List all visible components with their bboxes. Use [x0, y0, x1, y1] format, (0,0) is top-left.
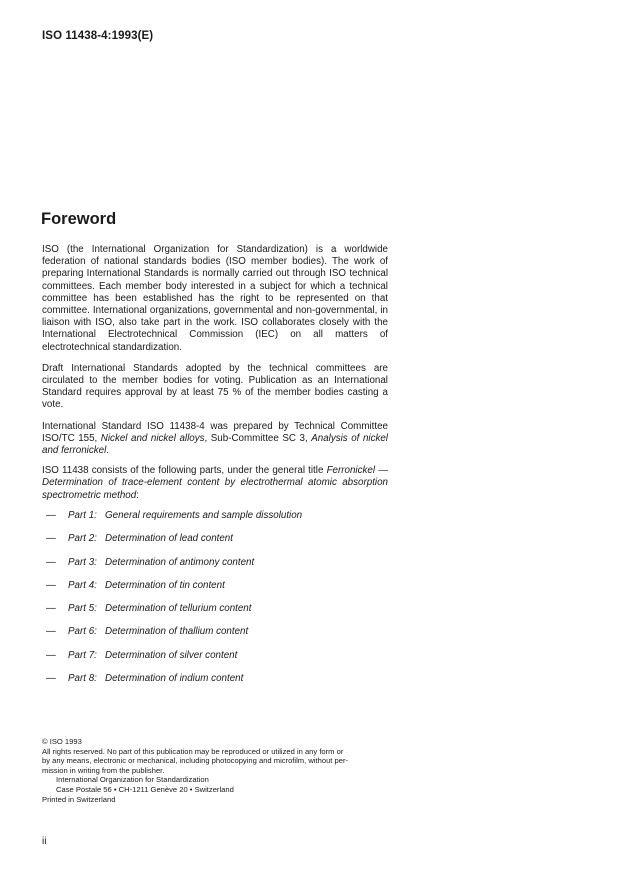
list-dash: —: [46, 556, 56, 568]
part-title: Determination of tellurium content: [105, 603, 252, 615]
part-label: Part 8:: [68, 673, 97, 685]
para3-text-e: .: [106, 445, 109, 457]
foreword-body: [42, 244, 388, 511]
list-item: [46, 533, 302, 556]
part-title: Determination of indium content: [105, 673, 244, 685]
list-dash: —: [46, 673, 56, 685]
part-title: Determination of lead content: [105, 533, 233, 545]
list-item: [46, 626, 302, 649]
list-item: [46, 673, 302, 696]
part-title: General requirements and sample dissolution: [105, 510, 303, 521]
list-item: [46, 557, 302, 580]
paragraph-parts-intro: [42, 465, 388, 502]
list-item: [46, 510, 302, 533]
part-label: Part 1:: [68, 510, 97, 521]
part-label: Part 3:: [68, 556, 97, 568]
list-item: [46, 580, 302, 603]
para4-text-c: :: [136, 489, 139, 501]
printed-in: Printed in Switzerland: [42, 794, 116, 804]
para3-text-c: , Sub-Committee SC 3,: [204, 432, 312, 444]
part-label: Part 5:: [68, 603, 97, 615]
list-dash: —: [46, 579, 56, 591]
part-label: Part 6:: [68, 626, 97, 638]
part-label: Part 2:: [68, 533, 97, 545]
subcommittee-title: Analysis of nickel and ferronickel: [42, 432, 388, 457]
organization-address: Case Postale 56 • CH-1211 Genève 20 • Switzerland: [56, 784, 234, 794]
copyright-block: [42, 737, 390, 804]
page-title: Foreword: [41, 210, 117, 228]
list-item: [46, 603, 302, 626]
organization-name: International Organization for Standardization: [56, 775, 209, 785]
part-title: Determination of silver content: [105, 649, 238, 661]
rights-line: mission in writing from the publisher.: [42, 765, 165, 775]
paragraph-draft-standards: Draft International Standards adopted by the technical committees are circulated to the member bodies for voting. Publication as an International Standard requires approval by at least 75 % of the member bodies casting a vote.: [42, 362, 388, 411]
rights-line: by any means, electronic or mechanical, including photocopying and microfilm, without per-: [42, 756, 349, 766]
copyright-notice: © ISO 1993: [42, 737, 82, 746]
list-dash: —: [46, 626, 56, 638]
part-title: Determination of thallium content: [105, 626, 249, 638]
list-dash: —: [46, 533, 56, 545]
para3-text-a: International Standard ISO 11438-4 was prepared by Technical Committee ISO/TC 155,: [42, 420, 388, 444]
list-dash: —: [46, 510, 56, 521]
part-label: Part 4:: [68, 579, 97, 591]
list-dash: —: [46, 649, 56, 661]
page-number: ii: [42, 836, 47, 847]
document-header: ISO 11438-4:1993(E): [42, 30, 154, 42]
part-title: Determination of tin content: [105, 579, 225, 591]
part-label: Part 7:: [68, 649, 97, 661]
list-dash: —: [46, 603, 56, 615]
part-title: Determination of antimony content: [105, 556, 255, 568]
para4-text-a: ISO 11438 consists of the following parts, under the general title: [42, 465, 327, 477]
paragraph-iso-intro: ISO (the International Organization for Standardization) is a worldwide federation of national standards bodies (ISO member bodies). The work of preparing International Standards is normally carried out through ISO technical committees. Each member body interested in a subject for which a technical committee has been established has the right to be represented on that committee. International organizations, governmental and non-governmental, in liaison with ISO, also take part in the work. ISO collaborates closely with the International Electrotechnical Commission (IEC) on all matters of electrotechnical standardization.: [42, 244, 388, 353]
rights-line: All rights reserved. No part of this publication may be reproduced or utilized in any form or: [42, 746, 344, 756]
parts-list: [46, 510, 302, 696]
paragraph-preparation: [42, 421, 388, 458]
general-title: Ferronickel — Determination of trace-element content by electrothermal atomic absorption spectrometric method: [42, 465, 388, 501]
list-item: [46, 650, 302, 673]
committee-title: Nickel and nickel alloys: [100, 432, 205, 444]
